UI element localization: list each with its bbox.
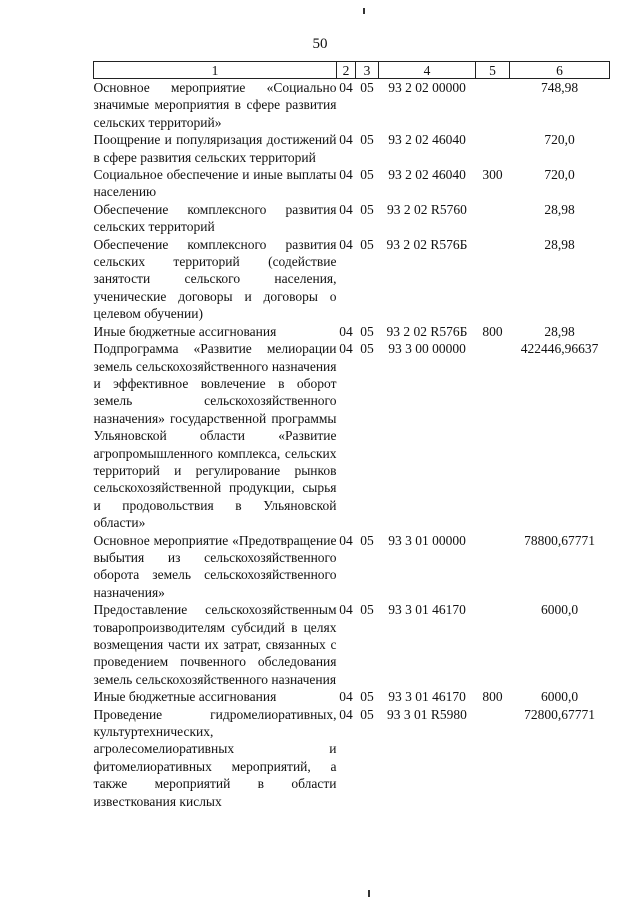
row-c3-cell: 05 [360,80,374,95]
row-name-cell: Основное мероприятие «Предотвращение выбытия из сельскохозяйственного оборота земель сельскохозяйственного назначения» [93,532,337,600]
row-c5-cell: 300 [482,167,503,183]
row-c5-cell [476,601,510,688]
header-col-6: 6 [510,62,610,79]
row-c3-cell: 05 [360,132,374,148]
row-c6-cell: 6000,0 [540,602,579,618]
row-name-cell: Проведение гидромелиоративных, культуртехнических, агролесомелиоративных и фитомелиоративных мероприятий, а также мероприятий в области известкования кислых [93,706,337,809]
row-c5-cell [476,131,510,166]
table-row [94,236,610,323]
row-name-cell: Поощрение и популяризация достижений в сфере развития сельских территорий [93,132,337,165]
table-row [94,688,610,705]
row-c4-cell: 93 2 02 R5760 [387,201,467,217]
row-c5-cell [476,706,510,810]
row-c5-cell [476,340,510,531]
row-c2-cell: 04 [339,341,353,357]
table-row [94,340,610,531]
header-col-2: 2 [337,62,356,79]
row-name-cell: Обеспечение комплексного развития сельских территорий (содействие занятости сельского населения, ученические договоры и договоры о целевом обучении) [93,236,337,322]
row-c3-cell: 05 [360,236,374,252]
row-c6-cell: 28,98 [544,201,575,217]
row-name-cell: Социальное обеспечение и иные выплаты населению [93,167,337,200]
page-number: 50 [312,36,328,52]
row-c4-cell: 93 3 01 46170 [388,689,466,705]
row-c2-cell: 04 [339,132,353,148]
header-col-3: 3 [356,62,379,79]
table-row [94,323,610,340]
row-c2-cell: 04 [339,532,353,548]
row-c2-cell: 04 [339,80,353,95]
row-c5-cell [476,532,510,602]
row-c2-cell: 04 [339,706,353,722]
row-c4-cell: 93 3 01 46170 [388,602,466,618]
row-c6-cell: 748,98 [540,80,579,95]
header-row [94,62,610,79]
row-name-cell: Иные бюджетные ассигнования [93,689,277,705]
row-c6-cell: 28,98 [544,236,575,252]
row-c3-cell: 05 [360,706,374,722]
row-c2-cell: 04 [339,236,353,252]
row-c4-cell: 93 2 02 46040 [388,167,466,183]
row-name-cell: Основное мероприятие «Социально значимые мероприятия в сфере развития сельских территорий» [93,80,337,130]
row-name-cell: Предоставление сельскохозяйственным товаропроизводителям субсидий в целях возмещения части их затрат, связанных с проведением почвенного обследования земель сельскохозяйственного назначения [93,602,337,687]
header-col-1: 1 [94,62,337,79]
row-c6-cell: 72800,67771 [524,706,595,722]
row-c4-cell: 93 3 00 00000 [388,341,466,357]
row-c4-cell: 93 2 02 R576Б [386,323,468,339]
row-c6-cell: 720,0 [544,132,575,148]
row-c5-cell [476,79,510,132]
row-c3-cell: 05 [360,532,374,548]
row-c2-cell: 04 [339,323,353,339]
row-c2-cell: 04 [339,602,353,618]
row-c4-cell: 93 3 01 00000 [388,532,466,548]
row-c6-cell: 6000,0 [540,689,579,705]
row-name-cell: Иные бюджетные ассигнования [93,323,277,339]
row-c3-cell: 05 [360,341,374,357]
row-c3-cell: 05 [360,602,374,618]
header-col-5: 5 [476,62,510,79]
row-c2-cell: 04 [339,201,353,217]
row-c5-cell [476,201,510,236]
row-c3-cell: 05 [360,689,374,705]
row-c6-cell: 720,0 [544,167,575,183]
row-c4-cell: 93 2 02 46040 [388,132,466,148]
table-row [94,601,610,688]
row-c5-cell [476,236,510,323]
table-row [94,79,610,132]
table-row [94,201,610,236]
row-c3-cell: 05 [360,323,374,339]
table-row [94,706,610,810]
table-row [94,532,610,602]
row-c4-cell: 93 3 01 R5980 [387,706,467,722]
table-row [94,166,610,201]
header-col-4: 4 [379,62,476,79]
row-c2-cell: 04 [339,167,353,183]
row-c4-cell: 93 2 02 00000 [388,80,466,95]
row-c3-cell: 05 [360,167,374,183]
row-c5-cell: 800 [482,323,503,339]
budget-table [93,61,610,810]
row-c5-cell: 800 [482,689,503,705]
row-name-cell: Обеспечение комплексного развития сельских территорий [93,201,337,235]
row-c2-cell: 04 [339,689,353,705]
table-row [94,131,610,166]
row-c3-cell: 05 [360,201,374,217]
row-name-cell: Подпрограмма «Развитие мелиорации земель сельскохозяйственного назначения и эффективное вовлечение в оборот земель сельскохозяйственного назначения» государственной программы Ульяновской области «Развитие агропромышленного комплекса, сельских территорий и регулирование рынков сельскохозяйственной продукции, сырья и продовольствия в Ульяновской области» [93,341,337,531]
row-c6-cell: 78800,67771 [524,532,595,548]
row-c6-cell: 28,98 [544,323,575,339]
row-c6-cell: 422446,96637 [520,341,599,357]
row-c4-cell: 93 2 02 R576Б [386,236,468,252]
